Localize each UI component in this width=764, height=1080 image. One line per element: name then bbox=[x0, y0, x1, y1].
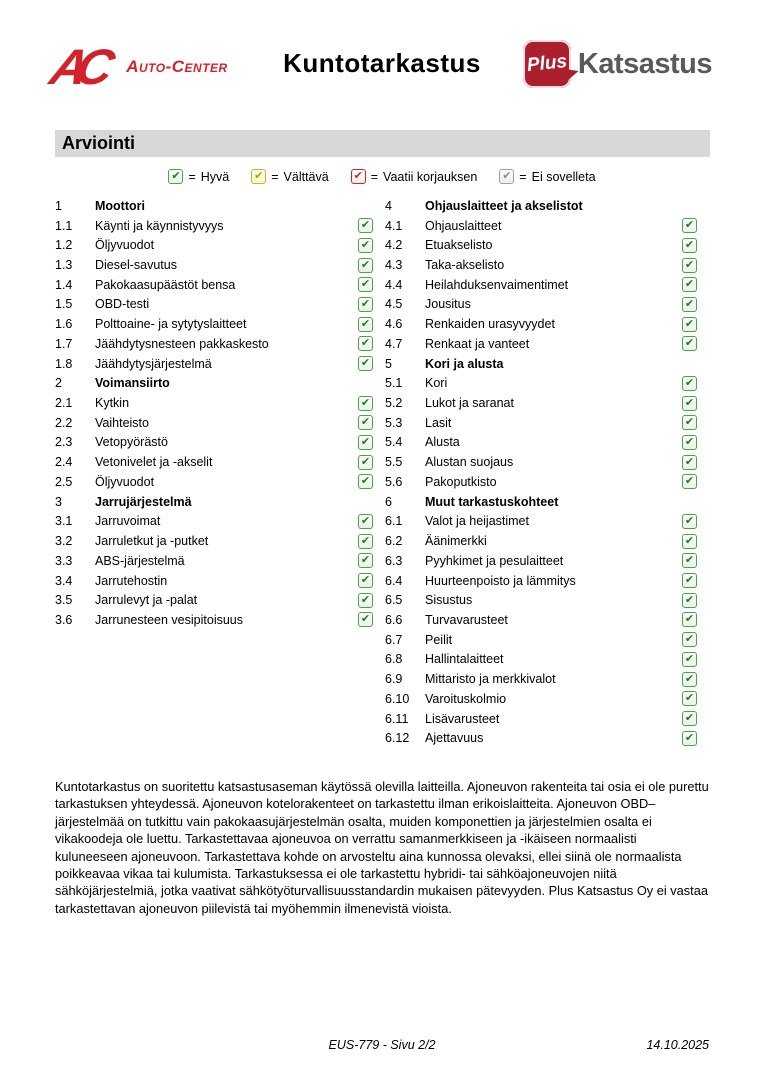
plus-logo-text: Plus bbox=[525, 50, 568, 77]
item-number: 5.4 bbox=[385, 435, 403, 450]
item-number: 4.2 bbox=[385, 238, 403, 253]
checklist-row bbox=[385, 610, 697, 630]
item-number: 5 bbox=[385, 356, 392, 371]
status-checkbox-icon bbox=[682, 553, 697, 568]
item-number: 2 bbox=[55, 376, 62, 391]
checklist-row bbox=[385, 669, 697, 689]
checklist-row bbox=[55, 295, 373, 315]
checklist-row bbox=[385, 216, 697, 236]
item-number: 4.1 bbox=[385, 218, 403, 233]
checklist-row bbox=[385, 728, 697, 748]
checklist-row bbox=[55, 275, 373, 295]
status-checkbox-icon bbox=[358, 218, 373, 233]
status-checkbox-icon bbox=[682, 396, 697, 411]
status-checkbox-icon bbox=[682, 632, 697, 647]
checklist-row bbox=[55, 472, 373, 492]
checklist-row bbox=[55, 531, 373, 551]
status-checkbox-icon bbox=[358, 415, 373, 430]
item-label: Ohjauslaitteet ja akselistot bbox=[425, 198, 583, 213]
item-number: 4.6 bbox=[385, 317, 403, 332]
item-number: 3 bbox=[55, 494, 62, 509]
status-checkbox-icon bbox=[682, 455, 697, 470]
plus-katsastus-logo bbox=[523, 40, 712, 88]
item-number: 1.6 bbox=[55, 317, 73, 332]
status-checkbox-icon bbox=[358, 534, 373, 549]
status-checkbox-icon bbox=[358, 553, 373, 568]
item-number: 1.1 bbox=[55, 218, 73, 233]
status-checkbox-icon bbox=[358, 612, 373, 627]
footer-date: 14.10.2025 bbox=[646, 1038, 709, 1052]
checklist-column-right bbox=[385, 196, 697, 748]
item-label: Renkaiden urasyvyydet bbox=[425, 317, 555, 332]
checklist-row bbox=[385, 590, 697, 610]
item-label: Äänimerkki bbox=[425, 534, 487, 549]
item-number: 1.3 bbox=[55, 258, 73, 273]
checklist-row bbox=[55, 551, 373, 571]
item-label: Renkaat ja vanteet bbox=[425, 336, 530, 351]
plus-speech-bubble-icon bbox=[523, 40, 571, 88]
status-checkbox-icon bbox=[682, 238, 697, 253]
status-checkbox-icon bbox=[682, 573, 697, 588]
checklist-row bbox=[385, 472, 697, 492]
status-checkbox-icon bbox=[358, 317, 373, 332]
item-label: Heilahduksenvaimentimet bbox=[425, 277, 569, 292]
item-number: 4 bbox=[385, 198, 392, 213]
status-checkbox-icon bbox=[358, 396, 373, 411]
ac-monogram-icon: AC bbox=[45, 39, 110, 95]
status-checkbox-icon bbox=[358, 455, 373, 470]
item-number: 1.4 bbox=[55, 277, 73, 292]
checklist-row bbox=[385, 413, 697, 433]
item-number: 6.2 bbox=[385, 534, 403, 549]
legend-item-na bbox=[499, 169, 595, 184]
status-checkbox-icon bbox=[358, 356, 373, 371]
status-checkbox-icon bbox=[682, 711, 697, 726]
item-number: 6.8 bbox=[385, 652, 403, 667]
item-number: 6.3 bbox=[385, 553, 403, 568]
section-header-row bbox=[55, 196, 373, 216]
item-label: Alustan suojaus bbox=[425, 455, 514, 470]
item-label: Vetopyörästö bbox=[95, 435, 168, 450]
legend-item-good bbox=[168, 169, 229, 184]
auto-center-logo-text: Auto-Center bbox=[126, 57, 228, 76]
status-checkbox-icon bbox=[682, 691, 697, 706]
checklist-row bbox=[55, 452, 373, 472]
item-number: 6 bbox=[385, 494, 392, 509]
item-label: Mittaristo ja merkkivalot bbox=[425, 672, 556, 687]
item-label: Muut tarkastuskohteet bbox=[425, 494, 559, 509]
item-number: 1.7 bbox=[55, 336, 73, 351]
item-label: Jousitus bbox=[425, 297, 471, 312]
status-checkbox-icon bbox=[682, 593, 697, 608]
legend bbox=[0, 169, 764, 184]
item-label: Pakokaasupäästöt bensa bbox=[95, 277, 236, 292]
status-checkbox-icon bbox=[682, 612, 697, 627]
disclaimer-text: Kuntotarkastus on suoritettu katsastusaseman käytössä olevilla laitteilla. Ajoneuvon rakenteita tai osia ei ole purettu tarkastuksen yhteydessä. Ajoneuvon kotelorakenteet on tarkastettu ilman erikoislaitteita. Ajoneuvon OBD–järjestelmää on tutkittu vain pakokaasujärjestelmän osalta, muiden komponettien ja järjestelmien osalta ei vikakoodeja ole luettu. Tarkastettavaa ajoneuvoa on verrattu samanmerkkiseen ja -ikäiseen normaalisti kuluneeseen ajoneuvoon. Tarkastettava kohde on arvosteltu aina kunnossa olevaksi, ellei siinä ole normaalista poikkeavaa vikaa tai kulumista. Tarkastuksessa ei ole tarkastettu hybridi- tai sähköajoneuvojen niitä sähköjärjestelmiä, jotka vaativat sähkötyöturvallisuusstandardin mukaisen pätevyyden. Plus Katsastus Oy ei vastaa tarkastettavan ajoneuvon piilevistä tai myöhemmin ilmenevistä vioista. bbox=[55, 779, 709, 916]
item-label: Lisävarusteet bbox=[425, 711, 500, 726]
status-checkbox-icon bbox=[358, 474, 373, 489]
item-label: Lasit bbox=[425, 415, 452, 430]
item-label: Ajettavuus bbox=[425, 731, 484, 746]
item-number: 3.6 bbox=[55, 612, 73, 627]
item-label: Varoituskolmio bbox=[425, 691, 507, 706]
item-number: 3.4 bbox=[55, 573, 73, 588]
na-checkbox-icon bbox=[499, 169, 514, 184]
status-checkbox-icon bbox=[682, 435, 697, 450]
status-checkbox-icon bbox=[682, 317, 697, 332]
item-number: 4.7 bbox=[385, 336, 403, 351]
status-checkbox-icon bbox=[682, 415, 697, 430]
item-label: Jarrujärjestelmä bbox=[95, 494, 192, 509]
item-label: Diesel-savutus bbox=[95, 258, 177, 273]
checklist-row bbox=[385, 433, 697, 453]
status-checkbox-icon bbox=[682, 336, 697, 351]
good-checkbox-icon bbox=[168, 169, 183, 184]
checklist-row bbox=[385, 551, 697, 571]
item-number: 1.8 bbox=[55, 356, 73, 371]
item-number: 2.4 bbox=[55, 455, 73, 470]
checklist-row bbox=[55, 610, 373, 630]
item-number: 5.2 bbox=[385, 396, 403, 411]
item-number: 6.5 bbox=[385, 593, 403, 608]
item-number: 6.7 bbox=[385, 632, 403, 647]
checklist-row bbox=[55, 571, 373, 591]
status-checkbox-icon bbox=[358, 593, 373, 608]
checklist-row bbox=[385, 571, 697, 591]
checklist-row bbox=[385, 373, 697, 393]
legend-label: Ei sovelleta bbox=[531, 169, 596, 184]
status-checkbox-icon bbox=[358, 435, 373, 450]
status-checkbox-icon bbox=[358, 258, 373, 273]
status-checkbox-icon bbox=[682, 652, 697, 667]
item-number: 1 bbox=[55, 198, 62, 213]
checklist-row bbox=[385, 275, 697, 295]
checklist-row bbox=[385, 709, 697, 729]
checklist-row bbox=[385, 531, 697, 551]
legend-equals-sign: = bbox=[519, 169, 527, 184]
status-checkbox-icon bbox=[682, 277, 697, 292]
item-number: 5.3 bbox=[385, 415, 403, 430]
status-checkbox-icon bbox=[682, 534, 697, 549]
status-checkbox-icon bbox=[358, 514, 373, 529]
item-number: 2.1 bbox=[55, 396, 73, 411]
item-number: 2.3 bbox=[55, 435, 73, 450]
checklist-column-left bbox=[55, 196, 373, 630]
item-label: Sisustus bbox=[425, 593, 473, 608]
item-number: 3.5 bbox=[55, 593, 73, 608]
section-title: Arviointi bbox=[62, 133, 136, 153]
item-label: Jarrunesteen vesipitoisuus bbox=[95, 612, 243, 627]
checklist-row bbox=[55, 216, 373, 236]
item-number: 5.6 bbox=[385, 474, 403, 489]
item-number: 6.12 bbox=[385, 731, 410, 746]
legend-equals-sign: = bbox=[271, 169, 279, 184]
page-title: Kuntotarkastus bbox=[283, 48, 481, 78]
checklist-row bbox=[385, 452, 697, 472]
item-number: 1.2 bbox=[55, 238, 73, 253]
section-header-row bbox=[385, 492, 697, 512]
item-label: Pakoputkisto bbox=[425, 474, 497, 489]
item-number: 4.4 bbox=[385, 277, 403, 292]
item-number: 5.1 bbox=[385, 376, 403, 391]
item-label: Jarruletkut ja -putket bbox=[95, 534, 209, 549]
status-checkbox-icon bbox=[358, 297, 373, 312]
item-number: 6.1 bbox=[385, 514, 403, 529]
section-header-bar bbox=[55, 130, 710, 157]
checklist-row bbox=[55, 590, 373, 610]
checklist-row bbox=[385, 295, 697, 315]
item-number: 2.5 bbox=[55, 474, 73, 489]
item-label: Polttoaine- ja sytytyslaitteet bbox=[95, 317, 247, 332]
repair-checkbox-icon bbox=[351, 169, 366, 184]
item-label: Jäähdytysnesteen pakkaskesto bbox=[95, 336, 269, 351]
status-checkbox-icon bbox=[682, 376, 697, 391]
item-number: 6.11 bbox=[385, 711, 409, 726]
item-number: 1.5 bbox=[55, 297, 73, 312]
item-label: Hallintalaitteet bbox=[425, 652, 504, 667]
item-label: Jarrulevyt ja -palat bbox=[95, 593, 198, 608]
item-label: Käynti ja käynnistyvyys bbox=[95, 218, 224, 233]
item-number: 6.4 bbox=[385, 573, 403, 588]
checklist-row bbox=[55, 255, 373, 275]
legend-label: Välttävä bbox=[283, 169, 329, 184]
katsastus-logo-text: Katsastus bbox=[577, 47, 712, 80]
item-label: Kori ja alusta bbox=[425, 356, 504, 371]
checklist-row bbox=[385, 689, 697, 709]
legend-label: Hyvä bbox=[200, 169, 230, 184]
item-label: Voimansiirto bbox=[95, 376, 170, 391]
checklist-row bbox=[55, 334, 373, 354]
status-checkbox-icon bbox=[358, 277, 373, 292]
item-number: 6.9 bbox=[385, 672, 403, 687]
item-number: 3.3 bbox=[55, 553, 73, 568]
checklist-row bbox=[55, 235, 373, 255]
checklist-row bbox=[385, 314, 697, 334]
item-label: Valot ja heijastimet bbox=[425, 514, 529, 529]
item-number: 6.6 bbox=[385, 612, 403, 627]
checklist-row bbox=[55, 314, 373, 334]
checklist-row bbox=[55, 512, 373, 532]
checklist-row bbox=[385, 393, 697, 413]
item-number: 5.5 bbox=[385, 455, 403, 470]
status-checkbox-icon bbox=[682, 258, 697, 273]
item-number: 3.1 bbox=[55, 514, 73, 529]
item-number: 4.5 bbox=[385, 297, 403, 312]
status-checkbox-icon bbox=[682, 672, 697, 687]
legend-label: Vaatii korjauksen bbox=[383, 169, 478, 184]
status-checkbox-icon bbox=[682, 297, 697, 312]
item-label: Moottori bbox=[95, 198, 145, 213]
item-label: Etuakselisto bbox=[425, 238, 493, 253]
item-label: Vaihteisto bbox=[95, 415, 149, 430]
item-label: Pyyhkimet ja pesulaitteet bbox=[425, 553, 564, 568]
legend-item-repair bbox=[351, 169, 478, 184]
item-label: Kytkin bbox=[95, 396, 130, 411]
checklist-row bbox=[55, 354, 373, 374]
item-label: Ohjauslaitteet bbox=[425, 218, 502, 233]
section-header-row bbox=[385, 354, 697, 374]
checklist-row bbox=[55, 433, 373, 453]
legend-equals-sign: = bbox=[370, 169, 379, 184]
status-checkbox-icon bbox=[682, 731, 697, 746]
checklist-row bbox=[385, 235, 697, 255]
item-label: Jarruvoimat bbox=[95, 514, 161, 529]
item-number: 6.10 bbox=[385, 691, 410, 706]
section-header-row bbox=[55, 492, 373, 512]
item-label: ABS-järjestelmä bbox=[95, 553, 185, 568]
item-number: 4.3 bbox=[385, 258, 403, 273]
item-label: OBD-testi bbox=[95, 297, 150, 312]
speech-bubble-tail-icon bbox=[564, 67, 580, 82]
item-label: Peilit bbox=[425, 632, 453, 647]
status-checkbox-icon bbox=[358, 573, 373, 588]
checklist-row bbox=[385, 630, 697, 650]
item-label: Huurteenpoisto ja lämmitys bbox=[425, 573, 576, 588]
checklist-row bbox=[385, 512, 697, 532]
item-label: Vetonivelet ja -akselit bbox=[95, 455, 213, 470]
checklist-row bbox=[385, 334, 697, 354]
footer-page-info: EUS-779 - Sivu 2/2 bbox=[328, 1038, 436, 1052]
item-label: Kori bbox=[425, 376, 448, 391]
item-label: Öljyvuodot bbox=[95, 238, 155, 253]
item-label: Turvavarusteet bbox=[425, 612, 508, 627]
fair-checkbox-icon bbox=[251, 169, 266, 184]
status-checkbox-icon bbox=[358, 336, 373, 351]
checklist-row bbox=[385, 255, 697, 275]
item-label: Taka-akselisto bbox=[425, 258, 505, 273]
checklist-row bbox=[55, 413, 373, 433]
checklist-row bbox=[385, 650, 697, 670]
legend-item-fair bbox=[251, 169, 328, 184]
item-label: Jarrutehostin bbox=[95, 573, 168, 588]
item-label: Lukot ja saranat bbox=[425, 396, 514, 411]
item-label: Jäähdytysjärjestelmä bbox=[95, 356, 212, 371]
status-checkbox-icon bbox=[682, 514, 697, 529]
section-header-row bbox=[55, 373, 373, 393]
section-header-row bbox=[385, 196, 697, 216]
status-checkbox-icon bbox=[682, 474, 697, 489]
status-checkbox-icon bbox=[682, 218, 697, 233]
status-checkbox-icon bbox=[358, 238, 373, 253]
item-label: Öljyvuodot bbox=[95, 474, 155, 489]
item-number: 3.2 bbox=[55, 534, 73, 549]
item-number: 2.2 bbox=[55, 415, 73, 430]
item-label: Alusta bbox=[425, 435, 460, 450]
checklist-row bbox=[55, 393, 373, 413]
legend-equals-sign: = bbox=[188, 169, 196, 184]
